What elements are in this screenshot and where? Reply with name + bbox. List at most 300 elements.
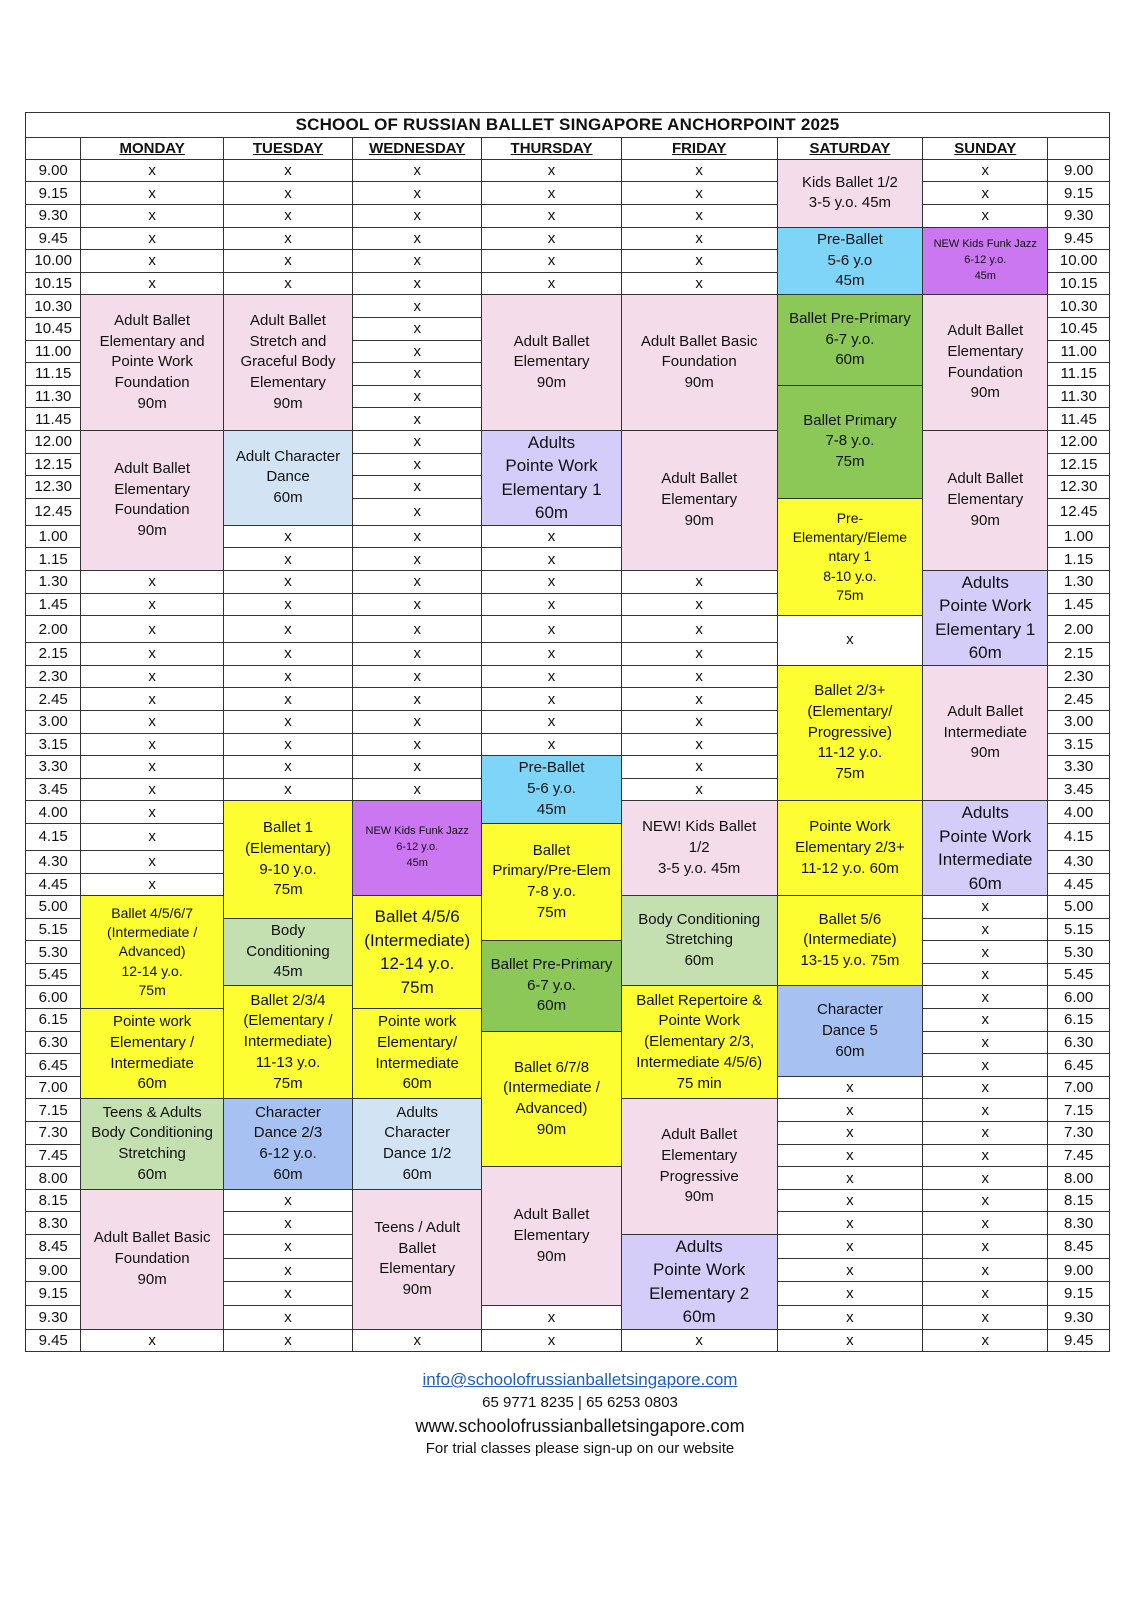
time-label: 12.45 xyxy=(26,498,81,525)
empty-slot: x xyxy=(353,570,482,593)
time-label: 9.30 xyxy=(1048,1306,1110,1330)
class-block[interactable] xyxy=(223,801,352,918)
contact-email-link[interactable]: info@schoolofrussianballetsingapore.com xyxy=(422,1370,738,1389)
class-line: 60m xyxy=(968,873,1002,893)
class-line: Ballet xyxy=(532,841,571,859)
class-line: 60m xyxy=(682,1307,716,1327)
class-line: NEW Kids Funk Jazz xyxy=(933,238,1037,251)
class-line: Intermediate 4/5/6) xyxy=(636,1053,763,1071)
class-block[interactable] xyxy=(353,1099,482,1189)
time-label: 3.15 xyxy=(1048,733,1110,756)
class-block[interactable] xyxy=(482,295,621,431)
class-line: Adult Ballet Basic xyxy=(93,1229,211,1247)
class-line: Body Conditioning xyxy=(638,910,761,928)
time-label: 2.15 xyxy=(26,643,81,666)
class-block[interactable] xyxy=(482,823,621,940)
time-label: 2.45 xyxy=(26,688,81,711)
empty-slot: x xyxy=(482,616,621,643)
class-block[interactable] xyxy=(777,295,923,385)
empty-slot: x xyxy=(223,159,352,182)
class-line: 90m xyxy=(970,511,1000,529)
empty-slot: x xyxy=(621,665,777,688)
class-line: 75m xyxy=(273,881,303,899)
time-label: 11.30 xyxy=(26,385,81,408)
empty-slot: x xyxy=(923,986,1048,1009)
time-label: 4.15 xyxy=(26,823,81,850)
empty-slot: x xyxy=(777,1167,923,1190)
class-line: Elementary 1 xyxy=(935,619,1036,639)
empty-slot: x xyxy=(923,1306,1048,1330)
class-line: Pointe work xyxy=(112,1013,192,1031)
class-line: Ballet Pre-Primary xyxy=(789,310,911,328)
class-line: Body xyxy=(270,922,306,940)
empty-slot: x xyxy=(353,227,482,250)
time-label: 10.30 xyxy=(1048,295,1110,318)
class-block[interactable] xyxy=(923,665,1048,801)
empty-slot: x xyxy=(482,159,621,182)
empty-slot: x xyxy=(353,733,482,756)
time-label: 11.45 xyxy=(1048,408,1110,431)
empty-slot: x xyxy=(353,476,482,499)
class-block[interactable] xyxy=(482,1031,621,1167)
empty-slot: x xyxy=(81,733,224,756)
class-line: 90m xyxy=(402,1281,432,1299)
empty-slot: x xyxy=(223,1258,352,1282)
empty-slot: x xyxy=(923,1167,1048,1190)
empty-slot: x xyxy=(923,963,1048,986)
time-label: 10.00 xyxy=(1048,250,1110,273)
time-label: 3.45 xyxy=(1048,778,1110,801)
class-line: (Elementary / xyxy=(243,1012,333,1030)
class-line: Adult Ballet xyxy=(661,470,738,488)
time-label: 2.30 xyxy=(26,665,81,688)
empty-slot: x xyxy=(81,250,224,273)
empty-slot: x xyxy=(353,756,482,779)
empty-slot: x xyxy=(482,643,621,666)
class-line: 60m xyxy=(273,489,303,507)
class-block[interactable] xyxy=(223,986,352,1099)
time-label: 4.30 xyxy=(1048,850,1110,873)
class-block[interactable] xyxy=(923,227,1048,295)
class-block[interactable] xyxy=(81,1099,224,1189)
time-label: 6.00 xyxy=(1048,986,1110,1009)
class-line: Elementary/Eleme xyxy=(792,528,908,545)
time-row xyxy=(26,182,1110,205)
empty-slot: x xyxy=(353,498,482,525)
time-label: 9.00 xyxy=(1048,1258,1110,1282)
empty-slot: x xyxy=(353,430,482,453)
class-line: Advanced) xyxy=(515,1099,588,1117)
time-label: 10.15 xyxy=(26,272,81,295)
class-line: 12-14 y.o. xyxy=(121,962,183,979)
empty-slot: x xyxy=(81,1329,224,1352)
class-line: Conditioning xyxy=(246,942,330,960)
empty-slot: x xyxy=(482,1306,621,1330)
empty-slot: x xyxy=(482,182,621,205)
empty-slot: x xyxy=(223,593,352,616)
time-label: 2.30 xyxy=(1048,665,1110,688)
class-line: 75m xyxy=(536,903,567,921)
time-label: 5.30 xyxy=(1048,941,1110,964)
class-line: Elementary xyxy=(947,491,1024,509)
class-block[interactable] xyxy=(923,430,1048,570)
class-block[interactable] xyxy=(777,616,923,666)
class-block[interactable] xyxy=(923,295,1048,431)
class-line: Stretching xyxy=(665,931,733,949)
class-line: Pointe Work xyxy=(809,818,891,836)
empty-slot: x xyxy=(923,1031,1048,1054)
time-label: 6.45 xyxy=(26,1054,81,1077)
time-label: 1.30 xyxy=(26,570,81,593)
empty-slot: x xyxy=(223,227,352,250)
class-block[interactable] xyxy=(777,159,923,227)
class-line: NEW! Kids Ballet xyxy=(642,818,757,836)
empty-slot: x xyxy=(923,1282,1048,1306)
time-label: 12.30 xyxy=(1048,476,1110,499)
class-line: Elementary/ xyxy=(377,1034,458,1052)
trial-note: For trial classes please sign-up on our website xyxy=(425,1440,735,1457)
class-block[interactable] xyxy=(81,1009,224,1099)
class-line: 45m xyxy=(273,963,303,981)
class-line: 90m xyxy=(137,394,167,412)
class-line: 90m xyxy=(137,1270,167,1288)
class-block[interactable] xyxy=(223,1099,352,1189)
time-label: 12.15 xyxy=(26,453,81,476)
empty-slot: x xyxy=(353,778,482,801)
class-line: Intermediate xyxy=(938,850,1033,870)
class-block[interactable] xyxy=(353,896,482,1009)
class-line: Foundation xyxy=(661,353,737,371)
class-block[interactable] xyxy=(777,986,923,1076)
class-block[interactable] xyxy=(777,665,923,801)
class-block[interactable] xyxy=(621,295,777,431)
class-block[interactable] xyxy=(81,896,224,1009)
time-label: 3.00 xyxy=(1048,710,1110,733)
class-line: Dance xyxy=(266,468,310,486)
empty-slot: x xyxy=(777,1122,923,1145)
time-label: 8.15 xyxy=(1048,1189,1110,1212)
class-block[interactable] xyxy=(621,986,777,1099)
class-block[interactable] xyxy=(482,941,621,1031)
class-block[interactable] xyxy=(621,896,777,986)
class-line: 7-8 y.o. xyxy=(527,883,576,901)
class-block[interactable] xyxy=(923,570,1048,665)
class-line: ntary 1 xyxy=(828,548,872,565)
class-line: Adult Ballet xyxy=(947,470,1024,488)
empty-slot: x xyxy=(81,801,224,824)
empty-slot: x xyxy=(621,272,777,295)
class-line: 60m xyxy=(536,997,567,1015)
class-line: Character xyxy=(384,1124,451,1142)
empty-slot: x xyxy=(482,665,621,688)
class-line: Pre-Ballet xyxy=(518,759,585,777)
time-label: 9.15 xyxy=(1048,182,1110,205)
time-label: 1.45 xyxy=(26,593,81,616)
class-line: Pointe Work xyxy=(111,353,193,371)
empty-slot: x xyxy=(923,1054,1048,1077)
class-block[interactable] xyxy=(223,430,352,525)
day-header-friday: FRIDAY xyxy=(621,137,777,159)
time-label: 8.30 xyxy=(26,1212,81,1235)
time-label: 6.15 xyxy=(26,1009,81,1032)
empty-slot: x xyxy=(923,1212,1048,1235)
day-header-sunday: SUNDAY xyxy=(923,137,1048,159)
empty-slot: x xyxy=(223,250,352,273)
empty-slot: x xyxy=(621,593,777,616)
class-block[interactable] xyxy=(777,227,923,295)
empty-slot: x xyxy=(923,159,1048,182)
class-line: Intermediate xyxy=(110,1054,194,1072)
time-label: 1.15 xyxy=(26,548,81,571)
class-line: 90m xyxy=(536,1247,567,1265)
time-label: 7.00 xyxy=(1048,1076,1110,1099)
class-line: Pre-Ballet xyxy=(816,230,883,248)
time-label: 11.00 xyxy=(1048,340,1110,363)
class-line: 9-10 y.o. xyxy=(259,860,317,878)
class-line: Elementary xyxy=(661,491,738,509)
empty-slot: x xyxy=(223,548,352,571)
class-line: Elementary xyxy=(114,480,191,498)
contact-phone: 65 9771 8235 | 65 6253 0803 xyxy=(482,1394,678,1411)
empty-slot: x xyxy=(81,710,224,733)
day-header-tuesday: TUESDAY xyxy=(223,137,352,159)
time-label: 5.30 xyxy=(26,941,81,964)
empty-slot: x xyxy=(353,1329,482,1352)
class-line: 60m xyxy=(534,503,569,523)
empty-slot: x xyxy=(923,941,1048,964)
class-line: Teens & Adults xyxy=(102,1103,202,1121)
class-line: Ballet 5/6 xyxy=(818,910,882,928)
class-line: 6-12 y.o. xyxy=(396,841,439,854)
class-block[interactable] xyxy=(482,756,621,824)
class-line: 1/2 xyxy=(688,838,710,856)
day-header-wednesday: WEDNESDAY xyxy=(353,137,482,159)
class-line: Graceful Body xyxy=(240,353,336,371)
class-block[interactable] xyxy=(353,801,482,896)
class-block[interactable] xyxy=(777,498,923,615)
time-label: 5.15 xyxy=(1048,918,1110,941)
empty-slot: x xyxy=(81,182,224,205)
empty-slot: x xyxy=(777,1329,923,1352)
class-line: 90m xyxy=(684,1188,714,1206)
empty-slot: x xyxy=(353,159,482,182)
class-line: Ballet 1 xyxy=(262,819,314,837)
class-line: Character xyxy=(255,1103,321,1121)
time-label: 10.00 xyxy=(26,250,81,273)
class-block[interactable] xyxy=(777,801,923,896)
empty-slot: x xyxy=(223,756,352,779)
class-block[interactable] xyxy=(923,801,1048,896)
class-block[interactable] xyxy=(223,918,352,986)
class-block[interactable] xyxy=(353,1009,482,1099)
time-label: 9.00 xyxy=(1048,159,1110,182)
time-label: 10.15 xyxy=(1048,272,1110,295)
empty-slot: x xyxy=(81,850,224,873)
empty-slot: x xyxy=(923,1258,1048,1282)
empty-slot: x xyxy=(621,688,777,711)
time-label: 6.45 xyxy=(1048,1054,1110,1077)
class-block[interactable] xyxy=(777,896,923,986)
empty-slot: x xyxy=(923,1235,1048,1259)
empty-slot: x xyxy=(81,756,224,779)
class-line: Elementary 2/3+ xyxy=(795,838,905,856)
time-label: 8.00 xyxy=(1048,1167,1110,1190)
time-label: 9.15 xyxy=(1048,1282,1110,1306)
class-line: Adult Ballet xyxy=(947,702,1024,720)
time-label: 7.45 xyxy=(1048,1144,1110,1167)
time-label: 6.00 xyxy=(26,986,81,1009)
class-line: Elementary xyxy=(661,1147,738,1165)
class-line: Dance 5 xyxy=(821,1021,878,1039)
time-label: 6.15 xyxy=(1048,1009,1110,1032)
empty-slot: x xyxy=(923,896,1048,919)
class-line: 6-12 y.o. xyxy=(259,1145,317,1163)
class-line: Pointe work xyxy=(378,1013,457,1031)
time-label: 4.00 xyxy=(1048,801,1110,824)
class-line: 6-7 y.o. xyxy=(527,976,576,994)
time-label: 10.45 xyxy=(1048,317,1110,340)
class-line: Ballet Primary xyxy=(803,411,897,429)
class-line: 90m xyxy=(137,522,167,540)
empty-slot: x xyxy=(81,272,224,295)
time-label: 5.00 xyxy=(26,896,81,919)
class-line: 11-13 y.o. xyxy=(255,1053,321,1071)
time-header-left xyxy=(26,137,81,159)
class-line: 45m xyxy=(406,857,428,870)
empty-slot: x xyxy=(777,1189,923,1212)
class-line: Foundation xyxy=(114,1249,190,1267)
class-block[interactable] xyxy=(223,295,352,431)
class-line: Pre- xyxy=(836,509,864,526)
empty-slot: x xyxy=(223,204,352,227)
empty-slot: x xyxy=(223,182,352,205)
time-label: 4.30 xyxy=(26,850,81,873)
time-label: 9.45 xyxy=(1048,227,1110,250)
empty-slot: x xyxy=(482,204,621,227)
time-label: 8.00 xyxy=(26,1167,81,1190)
time-row xyxy=(26,204,1110,227)
class-block[interactable] xyxy=(353,1189,482,1329)
empty-slot: x xyxy=(482,570,621,593)
class-line: Elementary xyxy=(513,353,590,371)
empty-slot: x xyxy=(621,733,777,756)
class-line: Elementary and xyxy=(99,332,205,350)
class-line: 75m xyxy=(836,586,864,603)
class-line: 75m xyxy=(835,765,865,783)
time-label: 11.00 xyxy=(26,340,81,363)
class-line: (Elementary) xyxy=(245,839,331,857)
class-block[interactable] xyxy=(621,1235,777,1330)
time-label: 9.30 xyxy=(26,204,81,227)
empty-slot: x xyxy=(353,204,482,227)
empty-slot: x xyxy=(482,548,621,571)
empty-slot: x xyxy=(923,1076,1048,1099)
time-label: 9.45 xyxy=(26,1329,81,1352)
empty-slot: x xyxy=(353,363,482,386)
empty-slot: x xyxy=(81,204,224,227)
time-row xyxy=(26,1329,1110,1352)
class-line: Elementary xyxy=(379,1260,456,1278)
time-label: 3.00 xyxy=(26,710,81,733)
empty-slot: x xyxy=(353,408,482,431)
class-line: 60m xyxy=(684,952,714,970)
website-link[interactable]: www.schoolofrussianballetsingapore.com xyxy=(415,1416,745,1436)
class-line: Advanced) xyxy=(118,943,186,960)
class-block[interactable] xyxy=(81,430,224,570)
empty-slot: x xyxy=(923,1329,1048,1352)
class-line: Adult Ballet xyxy=(250,311,326,329)
time-label: 12.00 xyxy=(26,430,81,453)
empty-slot: x xyxy=(81,778,224,801)
time-label: 9.15 xyxy=(26,1282,81,1306)
class-line: 12-14 y.o. xyxy=(380,954,455,974)
class-block[interactable] xyxy=(777,385,923,498)
class-line: Adult Ballet xyxy=(661,1126,738,1144)
class-block[interactable] xyxy=(621,801,777,896)
empty-slot: x xyxy=(353,453,482,476)
empty-slot: x xyxy=(777,1282,923,1306)
class-block[interactable] xyxy=(81,295,224,431)
time-label: 5.45 xyxy=(1048,963,1110,986)
time-row xyxy=(26,159,1110,182)
time-label: 1.45 xyxy=(1048,593,1110,616)
time-label: 11.45 xyxy=(26,408,81,431)
class-line: Kids Ballet 1/2 xyxy=(801,173,898,191)
empty-slot: x xyxy=(482,688,621,711)
time-label: 11.30 xyxy=(1048,385,1110,408)
class-line: Pointe Work xyxy=(658,1012,740,1030)
class-line: Adults xyxy=(961,572,1009,592)
empty-slot: x xyxy=(482,227,621,250)
time-label: 12.00 xyxy=(1048,430,1110,453)
class-line: 3-5 y.o. 45m xyxy=(808,194,892,212)
empty-slot: x xyxy=(353,525,482,548)
class-line: Adults xyxy=(675,1237,723,1257)
class-line: Stretching xyxy=(118,1145,186,1163)
class-line: NEW Kids Funk Jazz xyxy=(365,825,469,838)
class-line: 45m xyxy=(835,272,865,290)
time-label: 6.30 xyxy=(26,1031,81,1054)
class-line: 60m xyxy=(835,351,865,369)
class-line: 60m xyxy=(137,1165,167,1183)
time-label: 7.15 xyxy=(1048,1099,1110,1122)
class-line: Elementary 1 xyxy=(501,479,602,499)
class-line: Adult Ballet Basic xyxy=(640,332,758,350)
empty-slot: x xyxy=(621,227,777,250)
class-line: Elementary / xyxy=(110,1034,195,1052)
class-block[interactable] xyxy=(621,1099,777,1235)
time-label: 12.45 xyxy=(1048,498,1110,525)
class-line: Adult Character xyxy=(235,447,341,465)
class-block[interactable] xyxy=(482,1167,621,1306)
class-block[interactable] xyxy=(482,430,621,525)
time-label: 10.45 xyxy=(26,317,81,340)
time-label: 3.45 xyxy=(26,778,81,801)
empty-slot: x xyxy=(482,733,621,756)
class-line: 60m xyxy=(273,1165,303,1183)
class-line: Teens / Adult xyxy=(374,1218,461,1236)
class-line: 90m xyxy=(684,373,714,391)
empty-slot: x xyxy=(923,1122,1048,1145)
time-label: 9.30 xyxy=(1048,204,1110,227)
class-line: Intermediate xyxy=(375,1054,459,1072)
empty-slot: x xyxy=(223,616,352,643)
time-label: 9.30 xyxy=(26,1306,81,1330)
time-label: 2.15 xyxy=(1048,643,1110,666)
class-block[interactable] xyxy=(621,430,777,570)
class-line: Adult Ballet xyxy=(114,311,191,329)
class-block[interactable] xyxy=(81,1189,224,1329)
